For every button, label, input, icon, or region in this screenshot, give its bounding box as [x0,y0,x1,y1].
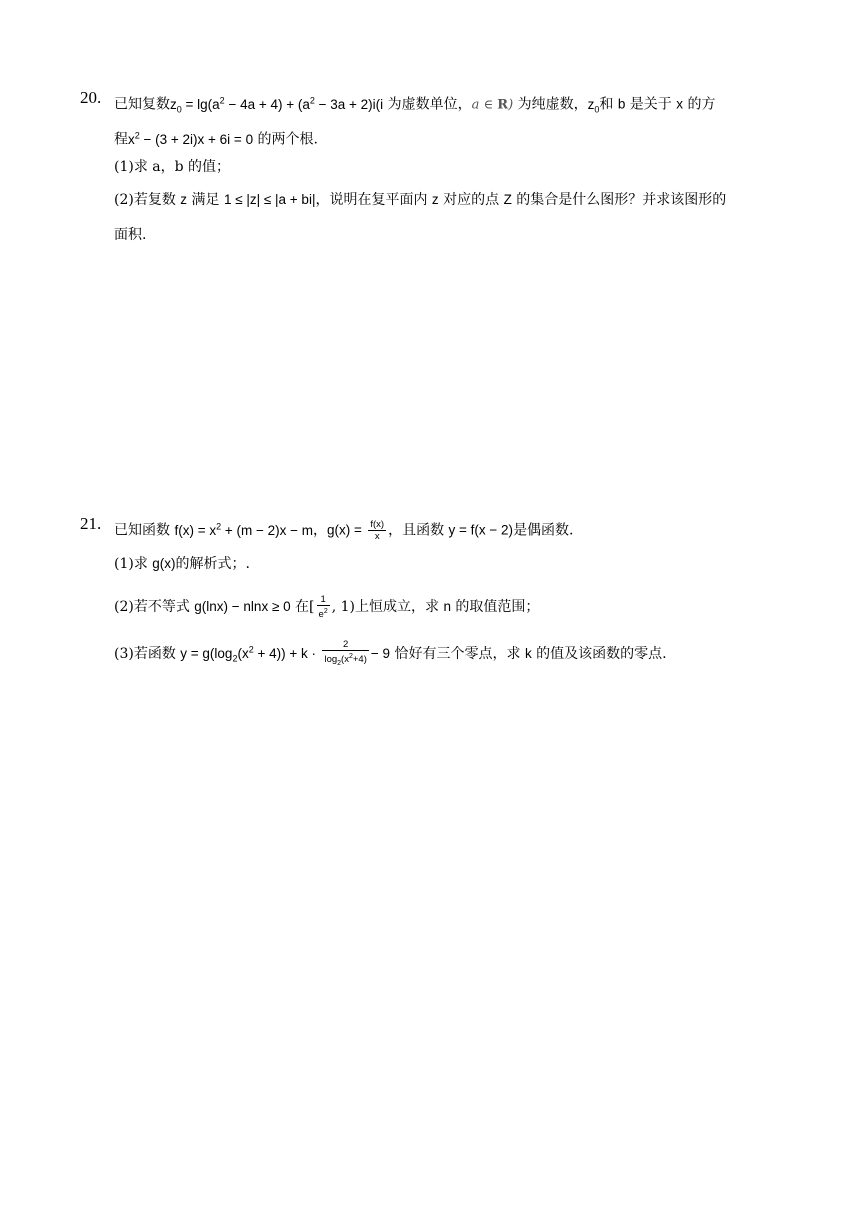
problem-20-line-2: 程$x^2 - (3 + 2i)x + 6i = 0$ 的两个根. [114,130,318,148]
problem-20-part-2: (2)若复数 z 满足 1 ≤ |z| ≤ |a + bi|，说明在复平面内 z 对应的点 Z 的集合是什么图形？并求该图形的 [114,192,727,208]
problem-20-line-1: 已知复数$z_0 = \lg(a^2 - 4a + 4) + (a^2 - 3a + 2)i(i$ 为虚数单位，a ∈ R) 为纯虚数，$z_0$和 b 是关于 x 的方 [114,95,716,115]
problem-20-part-1: (1)求 a，b 的值； [114,159,231,175]
problem-number: 20. [80,88,102,107]
fraction: $\frac{2}{\log_2(x^2+4)}$ [324,639,367,668]
problem-21-part-2: (2)若不等式 g(lnx) − nlnx ≥ 0 在[ $\frac{1}{e^2}$ , 1)上恒成立，求 n 的取值范围； [114,594,540,621]
problem-21-part-1: (1)求 g(x)的解析式；. [114,556,250,572]
fraction: $\frac{1}{e^2}$ [318,594,328,621]
problem-number: 21. [80,514,102,533]
problem-21-line-1: 已知函数 $f(x) = x^2 + (m - 2)x - m$，g(x) = $\frac{f(x)}{x}$ ，且函数 y = f(x − 2)是偶函数. [114,519,574,542]
problem-21-part-3: (3)若函数 $y = g(\log_2(x^2 + 4)) + k$ · $\frac{2}{\log_2(x^2+4)}$ − 9 恰好有三个零点，求 k 的值及该函数的零点. [114,639,667,668]
fraction: $\frac{f(x)}{x}$ [370,519,385,542]
problem-20-part-2-cont: 面积. [114,227,147,243]
